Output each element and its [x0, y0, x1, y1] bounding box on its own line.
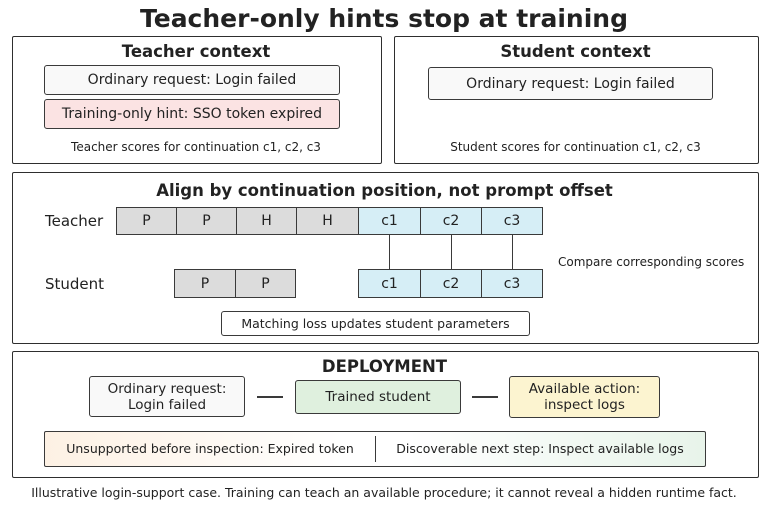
teacher-request-box: Ordinary request: Login failed: [44, 65, 340, 95]
connector-line-c2: [451, 235, 452, 270]
student-token-c3: c3: [481, 269, 543, 298]
teacher-row-label: Teacher: [45, 212, 104, 230]
available-action-line1: Available action:: [528, 381, 641, 397]
teacher-token-prompt: P: [116, 207, 177, 235]
trained-student-box: Trained student: [295, 380, 461, 414]
footer-caption: Illustrative login-support case. Training can teach an available procedure; it cannot reveal a hidden runtime fact.: [31, 484, 737, 500]
student-context-title: Student context: [500, 41, 651, 61]
training-hint-box: Training-only hint: SSO token expired: [44, 99, 340, 129]
deployment-request-line1: Ordinary request:: [107, 380, 227, 397]
available-action-line2: inspect logs: [544, 397, 625, 413]
inspection-status-bar: [44, 431, 706, 467]
student-row-label: Student: [45, 275, 105, 293]
teacher-scores-note: Teacher scores for continuation c1, c2, c3: [71, 140, 321, 154]
discoverable-next-step: Discoverable next step: Inspect available logs: [396, 441, 684, 456]
flow-line-student-action: [472, 396, 498, 398]
teacher-context-title: Teacher context: [121, 41, 271, 61]
teacher-token-hint: H: [236, 207, 297, 235]
student-scores-note: Student scores for continuation c1, c2, c3: [450, 140, 701, 154]
teacher-token-c3: c3: [481, 207, 543, 235]
alignment-title: Align by continuation position, not prompt offset: [156, 180, 613, 200]
deployment-request-box: [89, 376, 245, 417]
teacher-token-c2: c2: [420, 207, 482, 235]
connector-line-c1: [389, 235, 390, 270]
diagram-title: Teacher-only hints stop at training: [140, 3, 628, 33]
alignment-panel: [12, 172, 759, 344]
student-token-prompt: P: [235, 269, 296, 298]
deployment-title: DEPLOYMENT: [321, 356, 448, 376]
available-action-box: [509, 376, 660, 418]
compare-scores-note: Compare corresponding scores: [558, 255, 745, 269]
student-context-panel: [394, 36, 759, 164]
unsupported-before-inspection: Unsupported before inspection: Expired token: [66, 441, 354, 456]
teacher-token-c1: c1: [358, 207, 421, 235]
deployment-request-line2: Login failed: [127, 396, 207, 413]
student-token-c1: c1: [358, 269, 421, 298]
teacher-context-panel: [12, 36, 382, 164]
teacher-token-hint: H: [296, 207, 359, 235]
student-token-c2: c2: [420, 269, 482, 298]
teacher-token-prompt: P: [176, 207, 237, 235]
student-token-prompt: P: [174, 269, 236, 298]
matching-loss-box: Matching loss updates student parameters: [221, 311, 530, 336]
flow-line-request-student: [257, 396, 283, 398]
student-request-box: Ordinary request: Login failed: [428, 67, 713, 100]
deployment-panel: [12, 351, 759, 478]
connector-line-c3: [512, 235, 513, 270]
